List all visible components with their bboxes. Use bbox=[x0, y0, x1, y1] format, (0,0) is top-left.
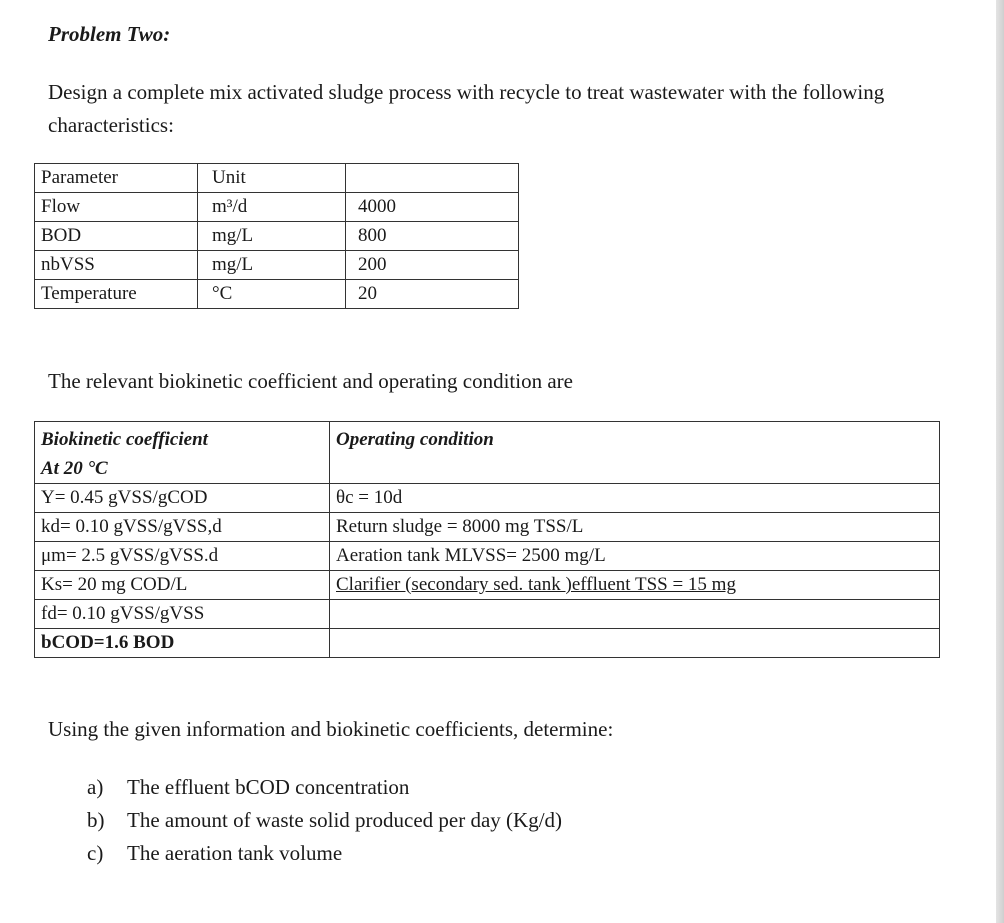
condition-cell: Clarifier (secondary sed. tank )effluent TSS = 15 mg bbox=[330, 571, 940, 600]
table-row bbox=[35, 280, 519, 309]
table-row bbox=[35, 571, 940, 600]
table-row bbox=[35, 251, 519, 280]
value-cell: 800 bbox=[346, 222, 519, 251]
coefficients-intro: The relevant biokinetic coefficient and operating condition are bbox=[48, 369, 573, 393]
question-item bbox=[87, 772, 562, 805]
parameter-cell: Flow bbox=[35, 193, 198, 222]
table-row bbox=[35, 629, 940, 658]
characteristics-table bbox=[34, 163, 519, 309]
table-row bbox=[35, 600, 940, 629]
value-cell: 20 bbox=[346, 280, 519, 309]
question-label: b) bbox=[87, 808, 105, 832]
table-row bbox=[35, 193, 519, 222]
question-item bbox=[87, 805, 562, 838]
unit-cell: mg/L bbox=[198, 251, 346, 280]
condition-cell: Aeration tank MLVSS= 2500 mg/L bbox=[330, 542, 940, 571]
question-list bbox=[87, 772, 562, 871]
condition-cell bbox=[330, 600, 940, 629]
header-cell: Unit bbox=[198, 164, 346, 193]
table-row bbox=[35, 513, 940, 542]
coefficient-header bbox=[35, 422, 330, 484]
question-text: The aeration tank volume bbox=[127, 841, 343, 865]
condition-cell: θc = 10d bbox=[330, 484, 940, 513]
table-row bbox=[35, 164, 519, 193]
coefficient-cell: Ks= 20 mg COD/L bbox=[35, 571, 330, 600]
question-item bbox=[87, 838, 562, 871]
table-row bbox=[35, 222, 519, 251]
page-edge bbox=[996, 0, 1004, 923]
question-label: a) bbox=[87, 775, 104, 799]
operating-header: Operating condition bbox=[330, 422, 940, 484]
header-cell: Parameter bbox=[35, 164, 198, 193]
questions-intro: Using the given information and biokinetic coefficients, determine: bbox=[48, 717, 614, 741]
unit-cell: mg/L bbox=[198, 222, 346, 251]
coefficient-cell: fd= 0.10 gVSS/gVSS bbox=[35, 600, 330, 629]
value-cell: 200 bbox=[346, 251, 519, 280]
coefficients-table bbox=[34, 421, 940, 658]
coefficient-cell: kd= 0.10 gVSS/gVSS,d bbox=[35, 513, 330, 542]
question-label: c) bbox=[87, 841, 104, 865]
coefficient-cell: Y= 0.45 gVSS/gCOD bbox=[35, 484, 330, 513]
condition-cell bbox=[330, 629, 940, 658]
table-row bbox=[35, 484, 940, 513]
parameter-cell: Temperature bbox=[35, 280, 198, 309]
table-row bbox=[35, 542, 940, 571]
table-row bbox=[35, 422, 940, 484]
coefficient-cell: bCOD=1.6 BOD bbox=[35, 629, 330, 658]
parameter-cell: BOD bbox=[35, 222, 198, 251]
coefficient-header-title: Biokinetic coefficient bbox=[41, 429, 208, 450]
unit-cell: °C bbox=[198, 280, 346, 309]
question-text: The effluent bCOD concentration bbox=[127, 775, 410, 799]
parameter-cell: nbVSS bbox=[35, 251, 198, 280]
value-cell: 4000 bbox=[346, 193, 519, 222]
header-cell bbox=[346, 164, 519, 193]
problem-intro: Design a complete mix activated sludge process with recycle to treat wastewater with the following characteristics: bbox=[48, 80, 885, 137]
coefficient-header-temp: At 20 °C bbox=[41, 458, 108, 479]
coefficient-cell: μm= 2.5 gVSS/gVSS.d bbox=[35, 542, 330, 571]
unit-cell: m³/d bbox=[198, 193, 346, 222]
condition-cell: Return sludge = 8000 mg TSS/L bbox=[330, 513, 940, 542]
question-text: The amount of waste solid produced per day (Kg/d) bbox=[127, 808, 563, 832]
problem-title: Problem Two: bbox=[48, 22, 171, 46]
